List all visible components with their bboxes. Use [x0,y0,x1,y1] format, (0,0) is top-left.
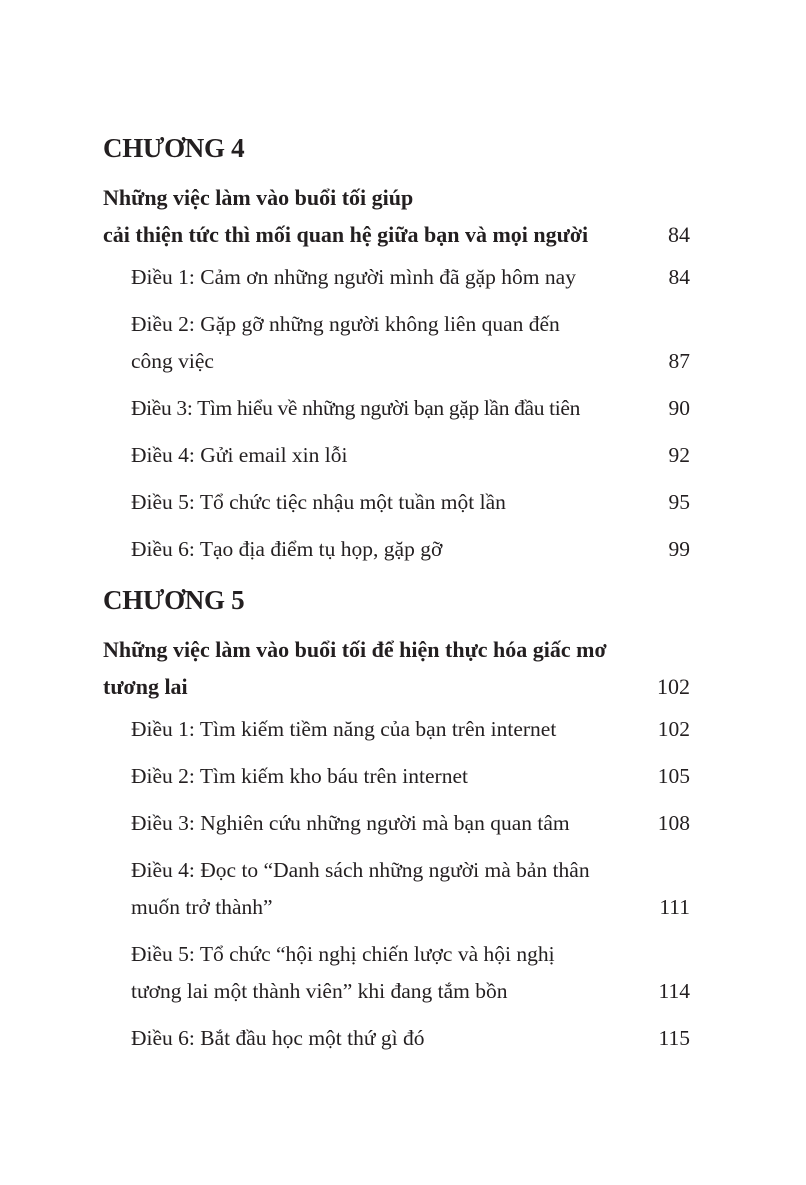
toc-item-text: Điều 6: Bắt đầu học một thứ gì đó [131,1026,425,1050]
chapter-label: CHƯƠNG 5 [103,585,245,615]
toc-item[interactable] [103,805,690,842]
toc-item-text: Điều 3: Nghiên cứu những người mà bạn quan tâm [131,811,570,835]
toc-item[interactable] [103,437,690,474]
toc-item[interactable] [103,758,690,795]
chapter-5 [103,580,690,1057]
chapter-heading: Những việc làm vào buổi tối để hiện thực hóa giấc mơ tương lai [103,637,607,699]
toc-item-text: Điều 5: Tổ chức tiệc nhậu một tuần một lần [131,490,506,514]
toc-item-page: 95 [668,490,690,514]
toc-item-page: 114 [658,979,690,1003]
toc-item[interactable] [103,936,690,1010]
toc-item[interactable] [103,711,690,748]
toc-item[interactable] [103,484,690,521]
toc-item-page: 90 [668,396,690,420]
toc-item-text: Điều 2: Tìm kiếm kho báu trên internet [131,764,468,788]
toc-item-text: Điều 1: Tìm kiếm tiềm năng của bạn trên internet [131,717,557,741]
toc-item-page: 108 [657,811,690,835]
toc-item-page: 84 [668,265,690,289]
chapter-heading [103,179,588,253]
toc-item[interactable] [103,1020,690,1057]
toc-item-page: 115 [658,1026,690,1050]
toc-item-page: 105 [657,764,690,788]
toc-item-text: Điều 4: Đọc to “Danh sách những người mà bản thân muốn trở thành” [131,858,590,919]
toc-item[interactable] [103,306,690,380]
toc-item-page: 102 [657,717,690,741]
toc-item[interactable] [103,852,690,926]
toc-item-text: Điều 5: Tổ chức “hội nghị chiến lược và hội nghị tương lai một thành viên” khi đang tắm bồn [131,942,555,1003]
chapter-heading-page: 102 [657,674,690,699]
chapter-heading-line: Những việc làm vào buổi tối giúp [103,185,414,210]
toc-item[interactable] [103,259,690,296]
chapter-label: CHƯƠNG 4 [103,133,245,163]
toc-item-text: Điều 1: Cảm ơn những người mình đã gặp hôm nay [131,265,576,289]
chapter-heading-row [103,179,690,253]
toc-item-page: 99 [668,537,690,561]
toc-item[interactable] [103,531,690,568]
chapter-heading-line: cải thiện tức thì mối quan hệ giữa bạn và mọi người [103,222,589,247]
toc-item-text: Điều 4: Gửi email xin lỗi [131,443,348,467]
table-of-contents [103,128,690,1069]
chapter-4 [103,128,690,568]
toc-item-text: Điều 2: Gặp gỡ những người không liên quan đến công việc [131,312,560,373]
toc-item-text: Điều 3: Tìm hiểu về những người bạn gặp lần đầu tiên [131,396,580,420]
toc-item-page: 87 [668,349,690,373]
toc-item-text: Điều 6: Tạo địa điểm tụ họp, gặp gỡ [131,537,443,561]
chapter-heading-row [103,631,690,705]
toc-item-page: 111 [659,895,690,919]
toc-item[interactable] [103,390,690,427]
toc-item-page: 92 [668,443,690,467]
chapter-heading-page: 84 [668,222,690,247]
